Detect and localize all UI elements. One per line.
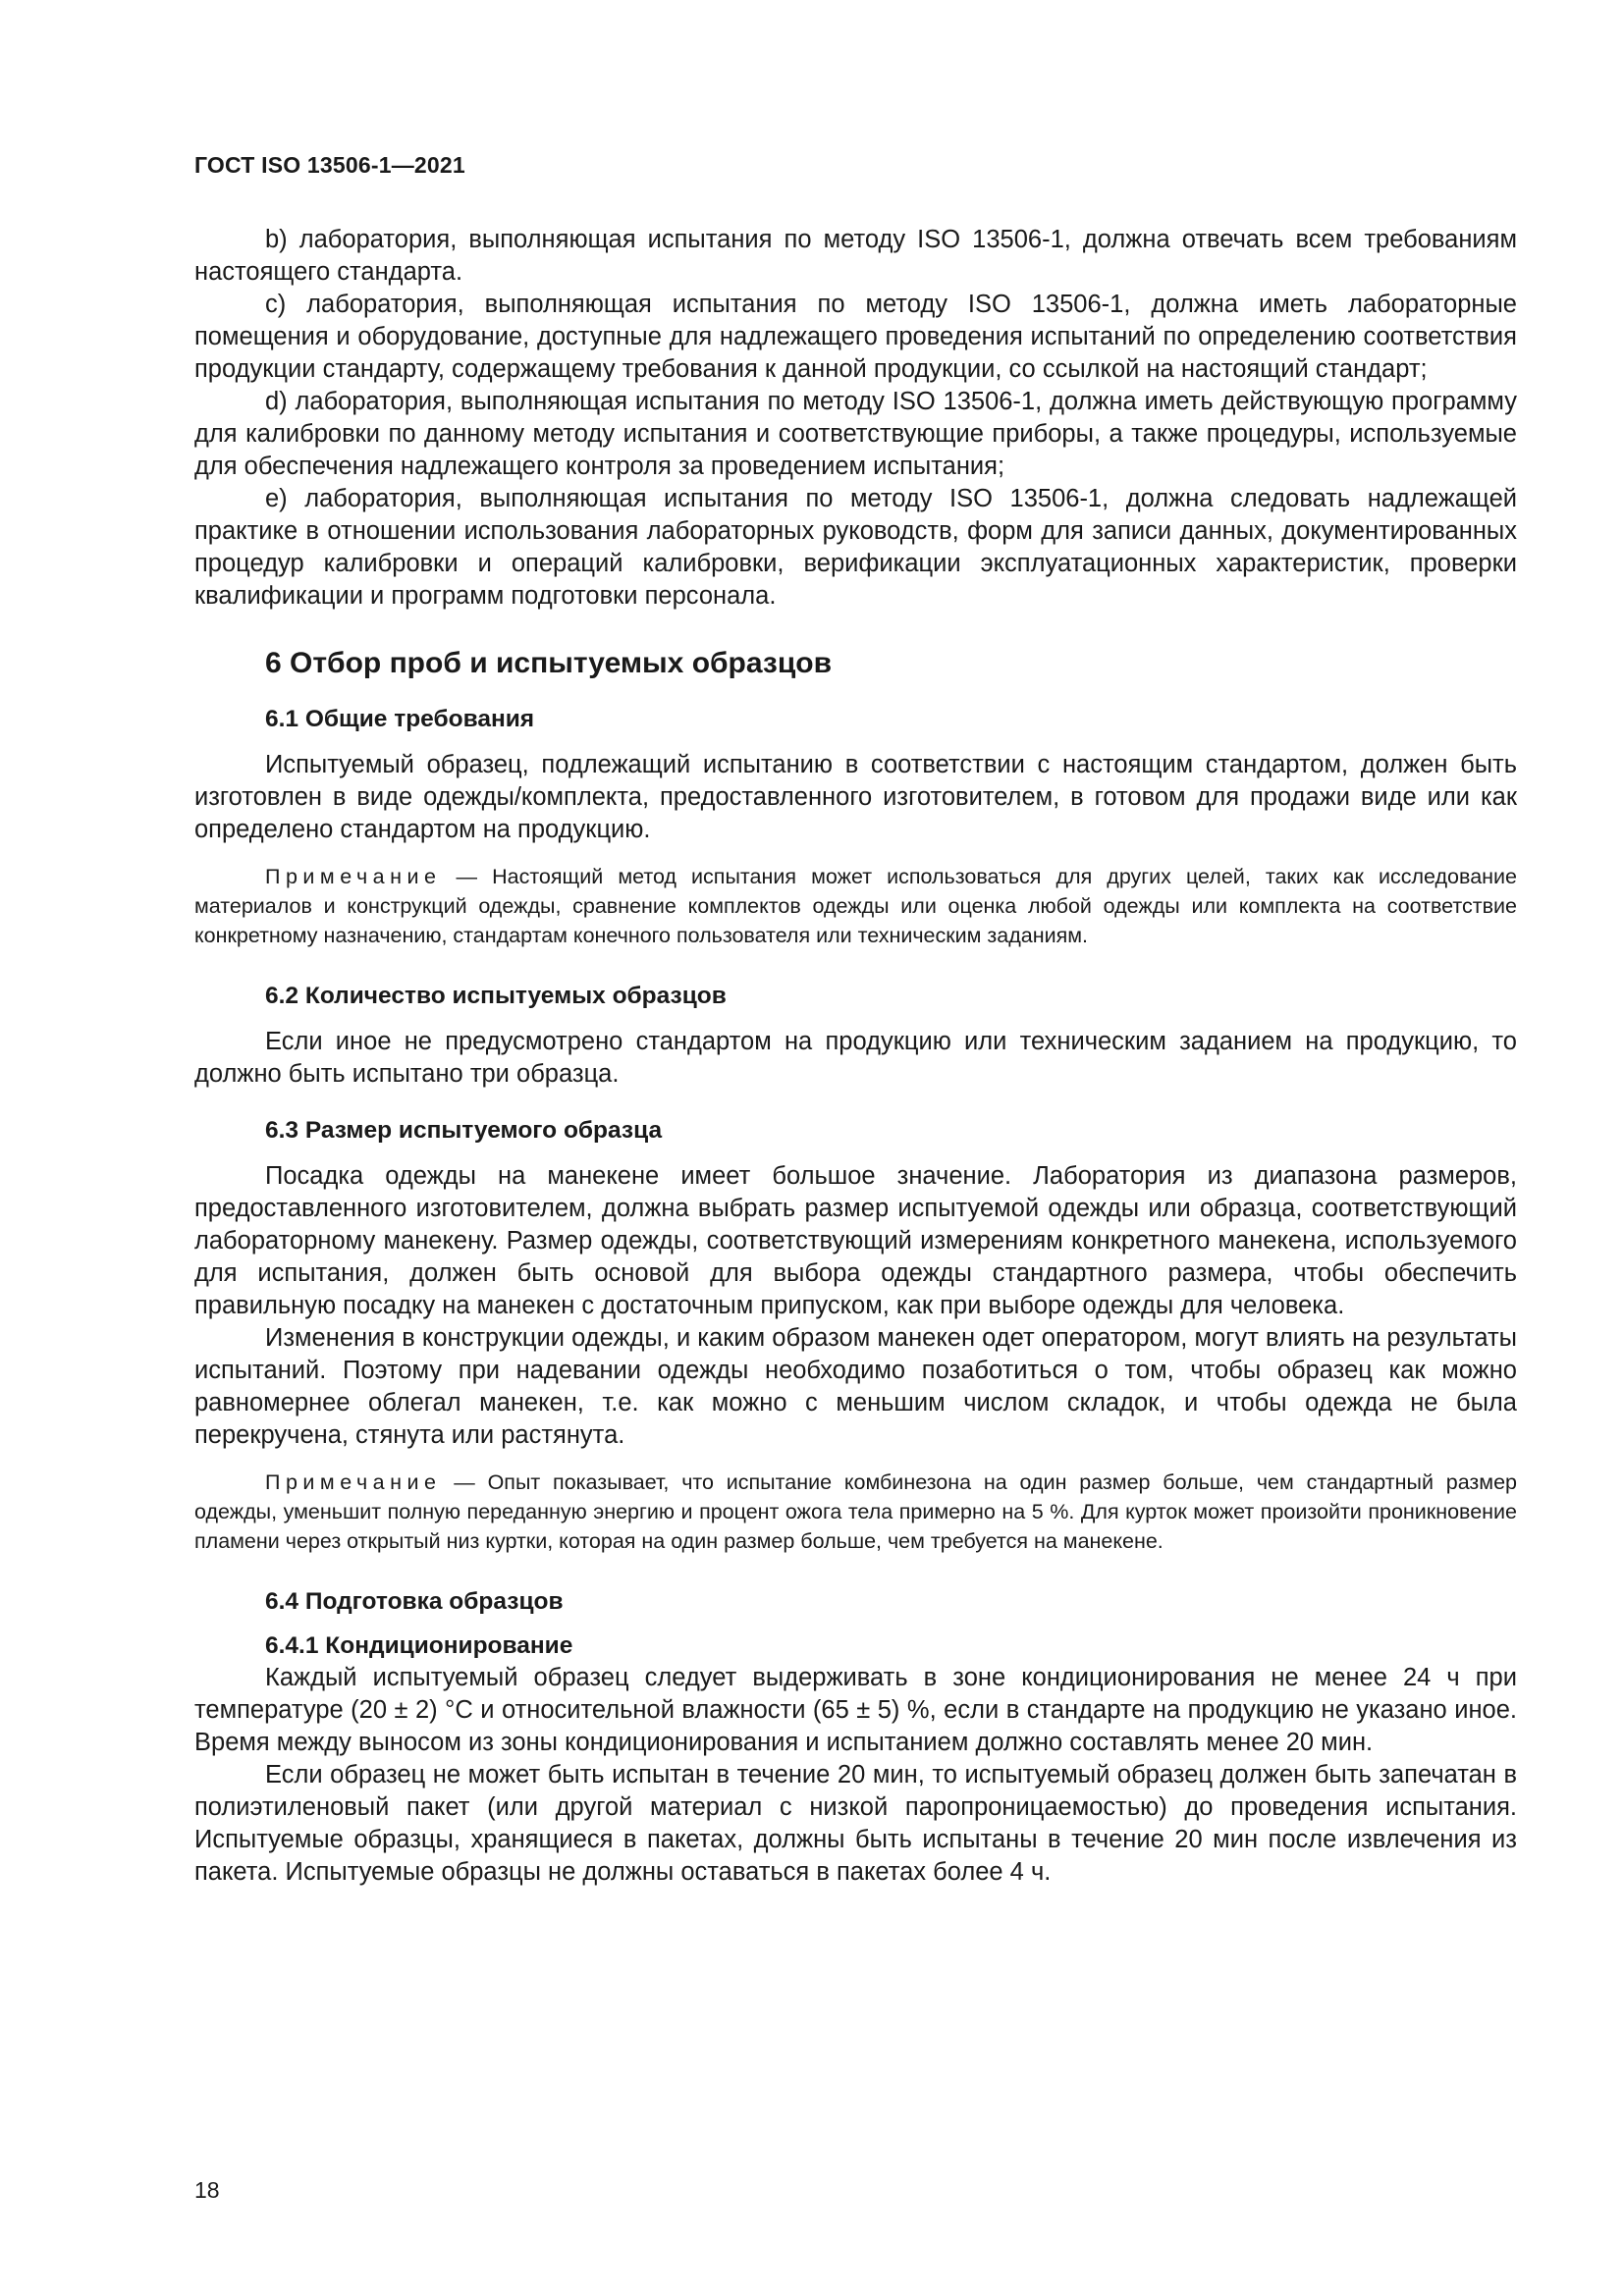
paragraph-c: c) лаборатория, выполняющая испытания по методу ISO 13506-1, должна иметь лабораторные помещения и оборудование, доступные для надлежащего проведения испытаний по определению соответствия продукции стандарту, содержащему требования к данной продукции, со ссылкой на настоящий стандарт;	[194, 291, 1517, 383]
note-text: — Настоящий метод испытания может использоваться для других целей, таких как исследование материалов и конструкций одежды, сравнение комплектов одежды или оценка любой одежды или комплекта на соответствие конкретному назначению, стандартам конечного пользователя или техническим заданиям.	[194, 865, 1517, 947]
section-6-2-title: 6.2 Количество испытуемых образцов	[265, 983, 727, 1009]
section-6-title: 6 Отбор проб и испытуемых образцов	[265, 647, 833, 679]
section-6-2-paragraph: Если иное не предусмотрено стандартом на продукцию или техническим заданием на продукцию, то должно быть испытано три образца.	[194, 1028, 1517, 1088]
section-6-3-title: 6.3 Размер испытуемого образца	[265, 1117, 663, 1144]
section-6-3-note	[194, 1468, 1517, 1556]
section-6-4-1-paragraph-2: Если образец не может быть испытан в течение 20 мин, то испытуемый образец должен быть запечатан в полиэтиленовый пакет (или другой материал с низкой паропроницаемостью) до проведения испытания. Испытуемые образцы, хранящиеся в пакетах, должны быть испытаны в течение 20 мин после извлечения из пакета. Испытуемые образцы не должны оставаться в пакетах более 4 ч.	[194, 1761, 1517, 1886]
section-6-3-paragraph-1: Посадка одежды на манекене имеет большое значение. Лаборатория из диапазона размеров, предоставленного изготовителем, должна выбрать размер испытуемой одежды или образца, соответствующий лабораторному манекену. Размер одежды, соответствующий измерениям конкретного манекена, используемого для испытания, должен быть основой для выбора одежды стандартного размера, чтобы обеспечить правильную посадку на манекен с достаточным припуском, как при выборе одежды для человека.	[194, 1162, 1517, 1319]
section-6-1-note	[194, 862, 1517, 950]
paragraph-d: d) лаборатория, выполняющая испытания по методу ISO 13506-1, должна иметь действующую программу для калибровки по данному методу испытания и соответствующие приборы, а также процедуры, используемые для обеспечения надлежащего контроля за проведением испытания;	[194, 388, 1517, 480]
section-6-3-paragraph-2: Изменения в конструкции одежды, и каким образом манекен одет оператором, могут влиять на результаты испытаний. Поэтому при надевании одежды необходимо позаботиться о том, чтобы образец как можно равномернее облегал манекен, т.е. как можно с меньшим числом складок, и чтобы одежда не была перекручена, стянута или растянута.	[194, 1324, 1517, 1449]
section-6-4-1-paragraph-1: Каждый испытуемый образец следует выдерживать в зоне кондиционирования не менее 24 ч при температуре (20 ± 2) °С и относительной влажности (65 ± 5) %, если в стандарте на продукцию не указано иное. Время между выносом из зоны кондиционирования и испытанием должно составлять менее 20 мин.	[194, 1664, 1517, 1756]
note-text: — Опыт показывает, что испытание комбинезона на один размер больше, чем стандартный размер одежды, уменьшит полную переданную энергию и процент ожога тела примерно на 5 %. Для курток может произойти проникновение пламени через открытый низ куртки, которая на один размер больше, чем требуется на манекене.	[194, 1470, 1517, 1553]
page-number: 18	[194, 2177, 220, 2203]
document-body	[194, 224, 1517, 1889]
section-6-1-title: 6.1 Общие требования	[265, 706, 535, 732]
section-6-4-title: 6.4 Подготовка образцов	[265, 1588, 564, 1615]
document-header: ГОСТ ISO 13506-1—2021	[194, 152, 465, 178]
paragraph-e: e) лаборатория, выполняющая испытания по методу ISO 13506-1, должна следовать надлежащей практике в отношении использования лабораторных руководств, форм для записи данных, документированных процедур калибровки и операций калибровки, верификации эксплуатационных характеристик, проверки квалификации и программ подготовки персонала.	[194, 485, 1517, 610]
section-6-4-1-title: 6.4.1 Кондиционирование	[265, 1632, 573, 1659]
paragraph-b: b) лаборатория, выполняющая испытания по методу ISO 13506-1, должна отвечать всем требованиям настоящего стандарта.	[194, 226, 1517, 286]
section-6-1-paragraph: Испытуемый образец, подлежащий испытанию в соответствии с настоящим стандартом, должен быть изготовлен в виде одежды/комплекта, предоставленного изготовителем, в готовом для продажи виде или как определено стандартом на продукцию.	[194, 751, 1517, 843]
note-label: Примечание	[265, 865, 442, 888]
note-label: Примечание	[265, 1470, 442, 1494]
